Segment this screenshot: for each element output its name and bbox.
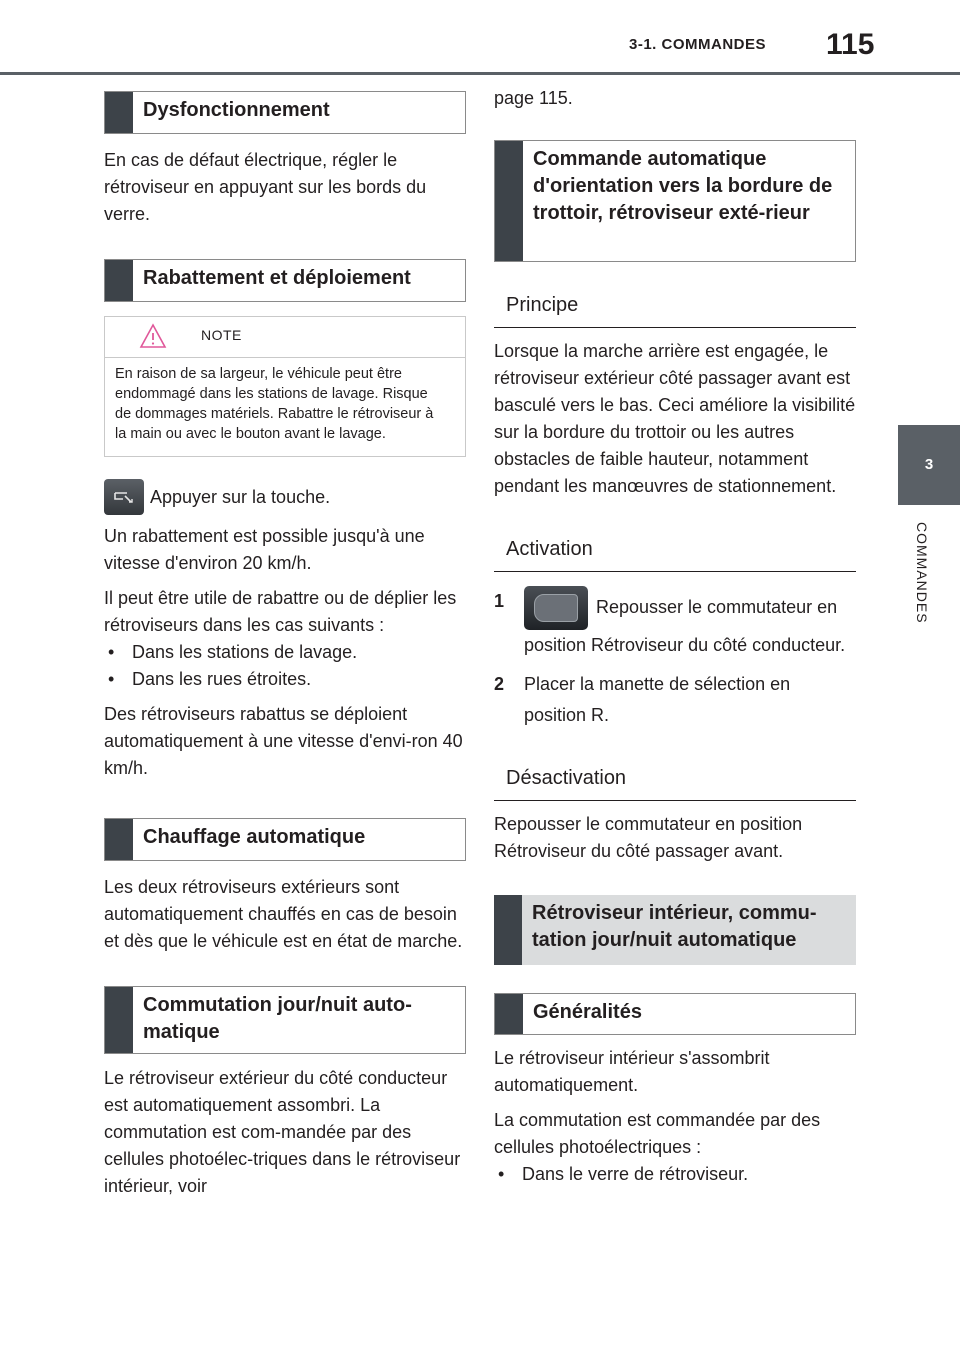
heading-text: Commutation jour/nuit auto-matique [143, 994, 412, 1043]
heading-dysfonctionnement [104, 91, 466, 134]
warning-icon [139, 322, 167, 350]
heading-text: Chauffage automatique [143, 826, 366, 848]
fold-button-instruction [104, 479, 466, 515]
list-item: • Dans les rues étroites. [108, 669, 312, 689]
heading-generalites [494, 993, 856, 1035]
header-divider [0, 72, 960, 75]
activation-steps [494, 586, 856, 731]
heading-commutation [104, 986, 466, 1054]
chapter-tab[interactable]: 3 [898, 425, 960, 505]
list-item: • Dans les stations de lavage. [108, 642, 358, 662]
heading-retroviseur-interieur [494, 895, 856, 965]
step-number: 1 [494, 591, 505, 611]
step-text: Repousser le commutateur en position Rétroviseur du côté conducteur. [524, 596, 846, 655]
paragraph: Des rétroviseurs rabattus se déploient automatiquement à une vitesse d'envi-ron 40 km/h. [104, 704, 463, 778]
page-number: 115 [826, 28, 875, 61]
section-title: 3-1. COMMANDES [629, 36, 767, 53]
heading-text: Dysfonctionnement [143, 99, 330, 121]
heading-chauffage [104, 818, 466, 861]
heading-text: Généralités [533, 1001, 642, 1023]
paragraph: Lorsque la marche arrière est engagée, le rétroviseur extérieur côté passager avant est basculé vers le bas. Ceci améliore la visibilité sur la bordure du trottoir ou les autres obstacles de faible hauteur, notamment pendant les manœuvres de stationnement. [494, 341, 856, 496]
chapter-label: COMMANDES [914, 522, 930, 624]
press-button-text: Appuyer sur la touche. [150, 486, 331, 507]
step-text: Placer la manette de sélection en position R. [524, 674, 791, 725]
bullet-list [104, 639, 466, 693]
heading-text: Rabattement et déploiement [143, 267, 411, 289]
bullet-list [494, 1161, 856, 1188]
left-column [104, 91, 466, 1200]
step-1 [494, 586, 856, 661]
heading-commande-automatique [494, 140, 856, 262]
mirror-switch-icon [524, 586, 588, 630]
step-number: 2 [494, 674, 505, 694]
paragraph: Le rétroviseur intérieur s'assombrit automatiquement. [494, 1048, 770, 1095]
paragraph: page 115. [494, 88, 573, 108]
step-2 [494, 669, 856, 731]
paragraph: Il peut être utile de rabattre ou de déplier les rétroviseurs dans les cas suivants : [104, 588, 457, 635]
list-item: • Dans le verre de rétroviseur. [498, 1164, 749, 1184]
right-column [494, 88, 856, 1188]
subheading-activation: Activation [494, 526, 856, 572]
paragraph: Les deux rétroviseurs extérieurs sont automatiquement chauffés en cas de besoin et dès que le véhicule est en état de marche. [104, 877, 463, 951]
note-text: En raison de sa largeur, le véhicule peut être endommagé dans les stations de lavage. Risque de dommages matériels. Rabattre le rétroviseur à la main ou avec le bouton avant le lavage. [115, 366, 434, 442]
paragraph: En cas de défaut électrique, régler le rétroviseur en appuyant sur les bords du verre. [104, 150, 427, 224]
mirror-fold-button-icon [104, 479, 144, 515]
subheading-principe: Principe [494, 282, 856, 328]
note-label: NOTE [201, 327, 242, 343]
paragraph: Le rétroviseur extérieur du côté conducteur est automatiquement assombri. La commutation est com-mandée par des cellules photoélec-triques dans le rétroviseur intérieur, voir [104, 1068, 461, 1196]
heading-rabattement [104, 259, 466, 302]
subheading-desactivation: Désactivation [494, 755, 856, 801]
note-box [104, 316, 466, 457]
heading-text: Rétroviseur intérieur, commu-tation jour/nuit automatique [532, 902, 817, 951]
paragraph: Un rabattement est possible jusqu'à une vitesse d'environ 20 km/h. [104, 526, 425, 573]
paragraph: La commutation est commandée par des cellules photoélectriques : [494, 1110, 821, 1157]
heading-text: Commande automatique d'orientation vers la bordure de trottoir, rétroviseur exté-rieur [533, 148, 833, 224]
paragraph: Repousser le commutateur en position Rétroviseur du côté passager avant. [494, 814, 803, 861]
